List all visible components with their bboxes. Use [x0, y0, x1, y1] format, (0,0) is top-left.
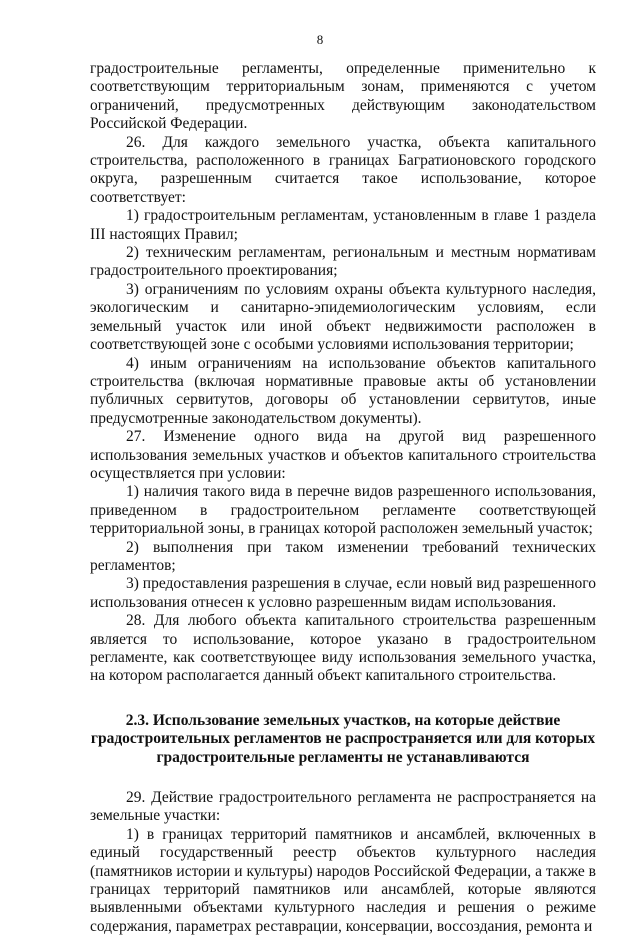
section-heading: 2.3. Использование земельных участков, на которые действие градостроительных регламентов не распространяется или для которых градостроительные регламенты не устанавливаются	[90, 711, 596, 766]
paragraph-item-26: 26. Для каждого земельного участка, объекта капитального строительства, расположенного в границах Багратионовского городского округа, разрешенным считается такое использование, которое соответствует:	[90, 133, 596, 206]
page-number: 8	[316, 32, 324, 47]
paragraph-item-28: 28. Для любого объекта капитального строительства разрешенным является то использование, которое указано в градостроительном регламенте, как соответствующее виду использования земельного участка, на котором располагается данный объект капитального строительства.	[90, 612, 596, 685]
list-item-26-3: 3) ограничениям по условиям охраны объекта культурного наследия, экологическим и санитарно-эпидемиологическим условиям, если земельный участок или иной объект недвижимости расположен в соответствующей зоне с особыми условиями использования территории;	[90, 280, 596, 354]
list-item-26-1: 1) градостроительным регламентам, установленным в главе 1 раздела III настоящих Правил;	[90, 207, 596, 243]
paragraph-continuation: градостроительные регламенты, определенные применительно к соответствующим территориальным зонам, применяются с учетом ограничений, предусмотренных действующим законодательством Российской Федерации.	[90, 60, 596, 133]
paragraph-item-29: 29. Действие градостроительного регламента не распространяется на земельные участки:	[90, 789, 596, 825]
list-item-27-2: 2) выполнения при таком изменении требований технических регламентов;	[90, 538, 596, 574]
paragraph-item-27: 27. Изменение одного вида на другой вид разрешенного использования земельных участков и объектов капитального строительства осуществляется при условии:	[90, 428, 596, 482]
list-item-29-1: 1) в границах территорий памятников и ансамблей, включенных в единый государственный реестр объектов культурного наследия (памятников истории и культуры) народов Российской Федерации, а также в границах территорий памятников или ансамблей, которые являются выявленными объектами культурного наследия и решения о режиме содержания, параметрах реставрации, консервации, воссоздания, ремонта и	[90, 825, 596, 935]
list-item-26-4: 4) иным ограничениям на использование объектов капитального строительства (включая нормативные правовые акты об установлении публичных сервитутов, договоры об установлении сервитутов, иные предусмотренные законодательством документы).	[90, 354, 596, 427]
list-item-27-3: 3) предоставления разрешения в случае, если новый вид разрешенного использования отнесен к условно разрешенным видам использования.	[90, 575, 596, 611]
list-item-26-2: 2) техническим регламентам, региональным и местным нормативам градостроительного проектирования;	[90, 244, 596, 280]
list-item-27-1: 1) наличия такого вида в перечне видов разрешенного использования, приведенном в градостроительном регламенте соответствующей территориальной зоны, в границах которой расположен земельный участок;	[90, 483, 596, 538]
document-body	[90, 60, 596, 936]
